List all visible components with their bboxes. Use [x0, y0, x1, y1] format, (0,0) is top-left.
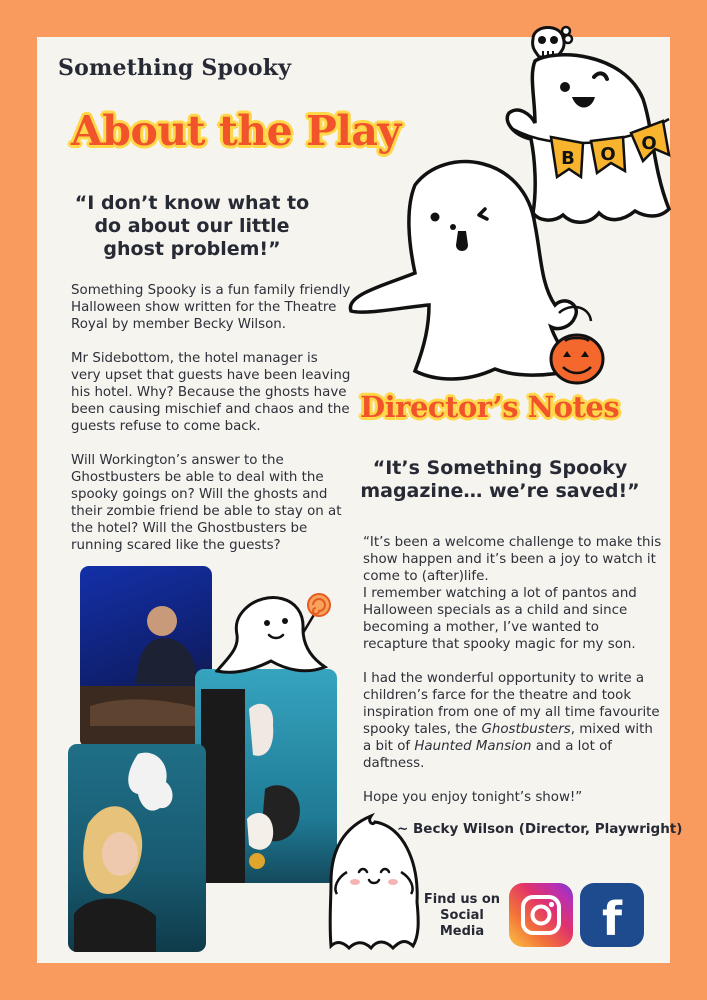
- boo-letter: O: [600, 144, 616, 165]
- about-paragraph: Mr Sidebottom, the hotel manager is very upset that guests have been leaving his hotel. Why? Because the ghosts have been causing mischief and chaos and the guests refuse to come back.: [71, 351, 351, 434]
- about-heading: About the Play: [71, 107, 401, 155]
- notes-line: I remember watching a lot of pantos and Halloween specials as a child and since becoming a mother, I’ve wanted to recapture that spooky magic for my son.: [363, 586, 637, 652]
- notes-paragraph: Hope you enjoy tonight’s show!”: [363, 790, 583, 805]
- lollipop-ghost-illustration: [215, 589, 335, 689]
- photo-figure: [68, 744, 206, 952]
- boo-letter: B: [561, 148, 575, 169]
- notes-text: and a lot of daftness.: [363, 739, 612, 771]
- boo-letter: O: [641, 133, 657, 154]
- about-paragraph: Will Workington’s answer to the Ghostbusters be able to deal with the spooky goings on? Will the ghosts and their zombie friend be able to stay on at the hotel? Will the Ghostbusters be running scared like the guests?: [71, 453, 342, 553]
- notes-text: I had the wonderful opportunity to write a children’s farce for the theatre and took inspiration from one of my all time favourite spooky tales, the: [363, 671, 660, 737]
- social-media-label: [422, 892, 502, 940]
- social-label-line: Social: [440, 908, 484, 923]
- director-signature: ~ Becky Wilson (Director, Playwright): [397, 821, 683, 837]
- page-card: [37, 37, 683, 963]
- lollipop-icon: [308, 594, 330, 616]
- directors-notes-heading: Director’s Notes: [360, 390, 620, 424]
- notes-paragraph: [363, 534, 663, 653]
- notes-paragraph: [363, 670, 663, 772]
- facebook-button[interactable]: [580, 883, 644, 947]
- directors-notes-body: [363, 534, 663, 823]
- about-quote: “I don’t know what to do about our little ghost problem!”: [74, 192, 310, 260]
- photo-figure: [80, 566, 212, 748]
- photo-ghosts-door: [195, 669, 337, 883]
- photo-ghostbuster: [68, 744, 206, 952]
- notes-text: , mixed with a bit of: [363, 722, 653, 754]
- social-label-line: Find us on: [423, 892, 501, 907]
- instagram-button[interactable]: [509, 883, 573, 947]
- pumpkin-ghost-illustration: [345, 145, 610, 385]
- facebook-letter: f: [601, 892, 623, 946]
- facebook-icon: [580, 883, 644, 947]
- photo-hotel-manager: [80, 566, 212, 748]
- photo-figure: [195, 669, 337, 883]
- site-title: Something Spooky: [58, 55, 292, 81]
- notes-line: “It’s been a welcome challenge to make this show happen and it’s been a joy to watch it come to (after)life.: [363, 535, 662, 584]
- skull-icon: [533, 27, 572, 57]
- notes-italic-title: Ghostbusters: [481, 722, 571, 737]
- about-body: [71, 282, 351, 571]
- about-paragraph: Something Spooky is a fun family friendly Halloween show written for the Theatre Royal by member Becky Wilson.: [71, 283, 351, 332]
- social-label-line: Media: [439, 924, 485, 939]
- instagram-icon: [509, 883, 573, 947]
- directors-notes-quote: “It’s Something Spooky magazine… we’re saved!”: [360, 457, 640, 502]
- cute-ghost-illustration: [327, 812, 422, 952]
- notes-italic-title: Haunted Mansion: [414, 739, 532, 754]
